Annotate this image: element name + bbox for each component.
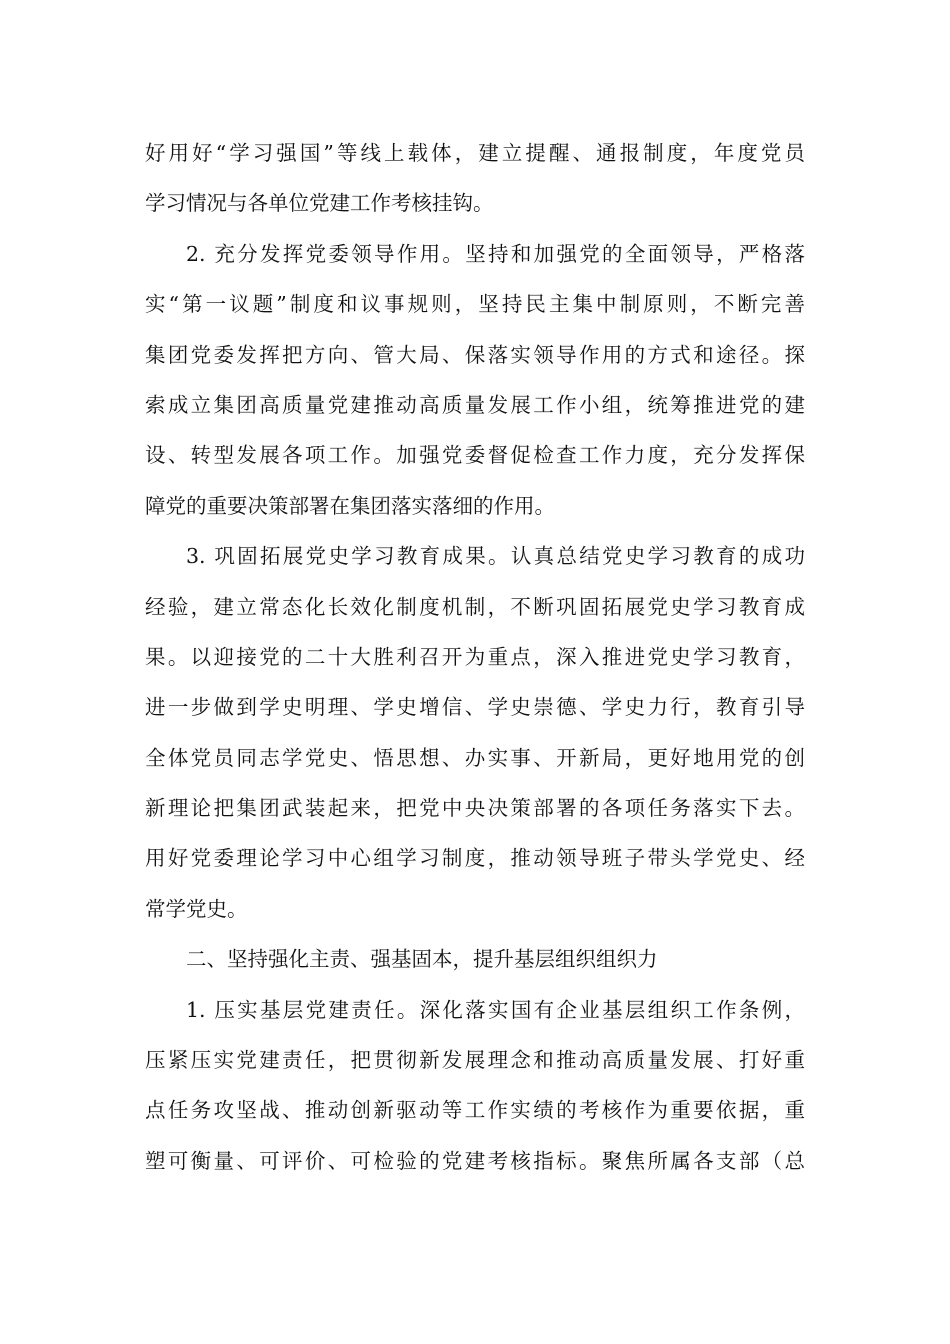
- text-line: 集团党委发挥把方向、管大局、保落实领导作用的方式和途径。探: [145, 342, 805, 367]
- text-line: 新理论把集团武装起来，把党中央决策部署的各项任务落实下去。: [145, 796, 805, 821]
- text-line: 学习情况与各单位党建工作考核挂钩。: [145, 191, 494, 216]
- text-line: 设、转型发展各项工作。加强党委督促检查工作力度，充分发挥保: [145, 443, 805, 468]
- section-heading: 二、坚持强化主责、强基固本，提升基层组织组织力: [186, 947, 658, 972]
- text-line: 好用好“学习强国”等线上载体，建立提醒、通报制度，年度党员: [145, 141, 805, 165]
- text-line: 用好党委理论学习中心组学习制度，推动领导班子带头学党史、经: [145, 846, 805, 871]
- text-line: 经验，建立常态化长效化制度机制，不断巩固拓展党史学习教育成: [145, 594, 805, 619]
- text-line: 果。以迎接党的二十大胜利召开为重点，深入推进党史学习教育，: [145, 644, 805, 669]
- text-line: 压紧压实党建责任，把贯彻新发展理念和推动高质量发展、打好重: [145, 1048, 805, 1073]
- text-line: 全体党员同志学党史、悟思想、办实事、开新局，更好地用党的创: [145, 745, 805, 770]
- paragraph-start-line: 3. 巩固拓展党史学习教育成果。认真总结党史学习教育的成功: [186, 544, 805, 569]
- text-line: 索成立集团高质量党建推动高质量发展工作小组，统筹推进党的建: [145, 392, 805, 417]
- text-line: 点任务攻坚战、推动创新驱动等工作实绩的考核作为重要依据，重: [145, 1098, 805, 1123]
- text-line: 进一步做到学史明理、学史增信、学史崇德、学史力行，教育引导: [145, 695, 805, 720]
- text-line: 塑可衡量、可评价、可检验的党建考核指标。聚焦所属各支部（总: [145, 1148, 805, 1173]
- text-line: 障党的重要决策部署在集团落实落细的作用。: [145, 493, 555, 518]
- text-line: 实“第一议题”制度和议事规则，坚持民主集中制原则，不断完善: [145, 292, 805, 317]
- body-text: [145, 128, 805, 1186]
- paragraph-start-line: 2. 充分发挥党委领导作用。坚持和加强党的全面领导，严格落: [186, 241, 805, 266]
- text-line: 常学党史。: [145, 896, 248, 921]
- paragraph-start-line: 1. 压实基层党建责任。深化落实国有企业基层组织工作条例，: [186, 997, 805, 1022]
